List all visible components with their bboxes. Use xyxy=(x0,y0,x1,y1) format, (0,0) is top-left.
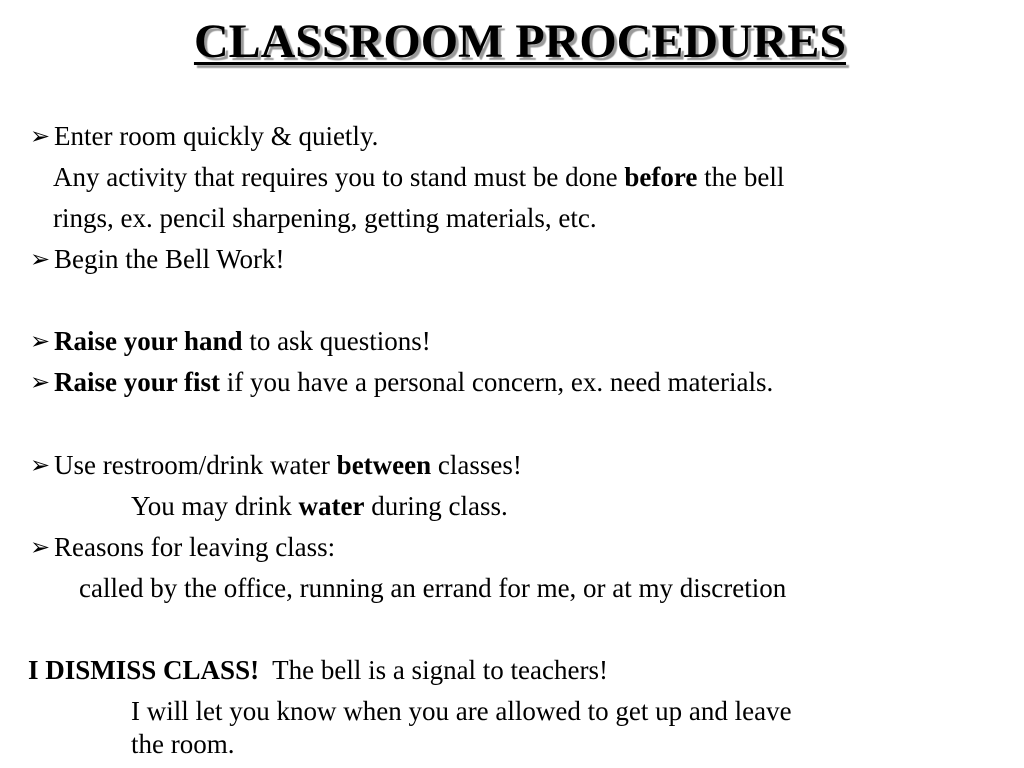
list-item-water xyxy=(131,490,508,522)
list-item-reasons-detail xyxy=(79,572,786,604)
list-item-activity xyxy=(53,161,784,193)
arrow-bullet-icon: ➢ xyxy=(30,533,51,561)
list-item-reasons xyxy=(30,531,335,563)
list-item-dismiss xyxy=(28,654,608,686)
list-item-let-know xyxy=(131,695,792,727)
list-item-bellwork xyxy=(30,243,285,275)
item-text: called by the office, running an errand for me, or at my discretion xyxy=(79,573,787,603)
item-text: rings, ex. pencil sharpening, getting materials, etc. xyxy=(53,203,597,233)
arrow-bullet-icon: ➢ xyxy=(30,122,51,150)
item-text: Reasons for leaving class: xyxy=(54,532,336,562)
arrow-bullet-icon: ➢ xyxy=(30,245,51,273)
item-bold-text: between xyxy=(336,450,432,480)
list-item-raise-fist xyxy=(30,366,773,398)
item-text: You may drink xyxy=(131,491,299,521)
item-text: if you have a personal concern, ex. need materials. xyxy=(220,367,774,397)
item-text: to ask questions! xyxy=(242,326,431,356)
item-bold-text: I DISMISS CLASS! xyxy=(28,655,260,685)
item-bold-text: water xyxy=(298,491,365,521)
page-title: CLASSROOM PROCEDURES xyxy=(193,15,847,68)
list-item-enter xyxy=(30,120,378,152)
item-text: during class. xyxy=(364,491,508,521)
arrow-bullet-icon: ➢ xyxy=(30,451,51,479)
item-text: classes! xyxy=(431,450,522,480)
list-item-let-know-continued xyxy=(131,728,234,760)
list-item-raise-hand xyxy=(30,325,431,357)
item-text: The bell is a signal to teachers! xyxy=(259,655,608,685)
item-text: Enter room quickly & quietly. xyxy=(54,121,379,151)
list-item-restroom xyxy=(30,449,522,481)
item-text: Use restroom/drink water xyxy=(54,450,337,480)
arrow-bullet-icon: ➢ xyxy=(30,327,51,355)
list-item-activity-continued xyxy=(53,202,597,234)
item-text: Any activity that requires you to stand must be done xyxy=(53,162,625,192)
item-text: Begin the Bell Work! xyxy=(54,244,285,274)
arrow-bullet-icon: ➢ xyxy=(30,368,51,396)
item-bold-text: before xyxy=(624,162,698,192)
item-bold-text: Raise your hand xyxy=(54,326,243,356)
item-text: the room. xyxy=(131,729,235,759)
item-bold-text: Raise your fist xyxy=(54,367,220,397)
item-text: the bell xyxy=(697,162,785,192)
item-text: I will let you know when you are allowed to get up and leave xyxy=(131,696,792,726)
